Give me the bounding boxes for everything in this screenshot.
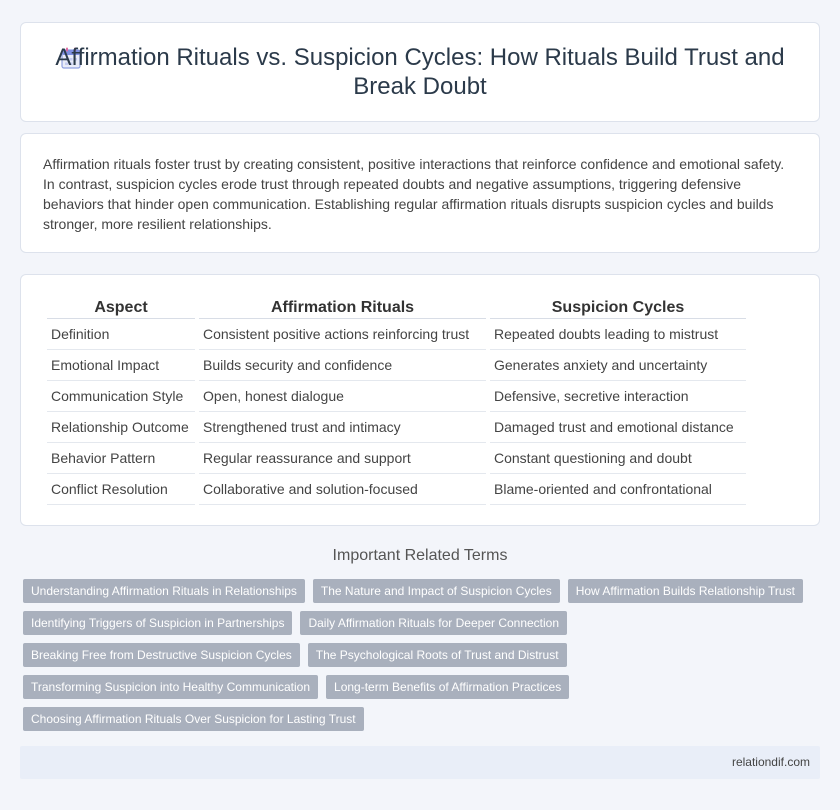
tag-row	[23, 611, 823, 635]
comparison-table	[43, 297, 750, 505]
table-row	[47, 412, 746, 443]
column-header-aspect: Aspect	[47, 297, 195, 319]
comparison-table-card	[20, 274, 820, 526]
table-row	[47, 443, 746, 474]
table-cell: Regular reassurance and support	[199, 443, 486, 474]
table-cell: Behavior Pattern	[47, 443, 195, 474]
table-cell: Relationship Outcome	[47, 412, 195, 443]
tag-row	[23, 579, 823, 603]
tag-row	[23, 707, 823, 731]
table-cell: Consistent positive actions reinforcing trust	[199, 319, 486, 350]
table-cell: Definition	[47, 319, 195, 350]
table-cell: Damaged trust and emotional distance	[490, 412, 746, 443]
table-cell: Constant questioning and doubt	[490, 443, 746, 474]
tag-row	[23, 675, 823, 699]
related-terms-list	[23, 579, 823, 739]
table-cell: Blame-oriented and confrontational	[490, 474, 746, 505]
column-header-affirmation: Affirmation Rituals	[199, 297, 486, 319]
page-title: Affirmation Rituals vs. Suspicion Cycles: How Rituals Build Trust and Break Doubt	[55, 44, 785, 100]
related-term-tag[interactable]: How Affirmation Builds Relationship Trust	[568, 579, 803, 603]
related-terms-title: Important Related Terms	[332, 547, 508, 564]
table-row	[47, 474, 746, 505]
table-row	[47, 319, 746, 350]
table-row	[47, 350, 746, 381]
table-cell: Defensive, secretive interaction	[490, 381, 746, 412]
related-term-tag[interactable]: Transforming Suspicion into Healthy Communication	[23, 675, 318, 699]
related-term-tag[interactable]: Long-term Benefits of Affirmation Practices	[326, 675, 569, 699]
related-term-tag[interactable]: The Nature and Impact of Suspicion Cycles	[313, 579, 560, 603]
related-term-tag[interactable]: Daily Affirmation Rituals for Deeper Connection	[300, 611, 567, 635]
table-header-row	[47, 297, 746, 319]
summary-text: Affirmation rituals foster trust by creating consistent, positive interactions that reinforce confidence and emotional safety. In contrast, suspicion cycles erode trust through repeated doubts and negative assumptions, triggering defensive behaviors that hinder open communication. Establishing regular affirmation rituals disrupts suspicion cycles and builds stronger, more resilient relationships.	[43, 156, 785, 232]
summary-card	[20, 133, 820, 253]
footer	[20, 746, 820, 779]
footer-site-link[interactable]: relationdif.com	[731, 755, 810, 769]
related-term-tag[interactable]: Choosing Affirmation Rituals Over Suspicion for Lasting Trust	[23, 707, 364, 731]
table-cell: Strengthened trust and intimacy	[199, 412, 486, 443]
table-cell: Open, honest dialogue	[199, 381, 486, 412]
related-term-tag[interactable]: Understanding Affirmation Rituals in Relationships	[23, 579, 305, 603]
related-term-tag[interactable]: Identifying Triggers of Suspicion in Partnerships	[23, 611, 292, 635]
table-cell: Generates anxiety and uncertainty	[490, 350, 746, 381]
table-cell: Repeated doubts leading to mistrust	[490, 319, 746, 350]
related-term-tag[interactable]: Breaking Free from Destructive Suspicion Cycles	[23, 643, 300, 667]
table-cell: Conflict Resolution	[47, 474, 195, 505]
table-cell: Collaborative and solution-focused	[199, 474, 486, 505]
related-term-tag[interactable]: The Psychological Roots of Trust and Distrust	[308, 643, 567, 667]
column-header-suspicion: Suspicion Cycles	[490, 297, 746, 319]
table-cell: Emotional Impact	[47, 350, 195, 381]
header-card	[20, 22, 820, 122]
table-cell: Communication Style	[47, 381, 195, 412]
tag-row	[23, 643, 823, 667]
table-cell: Builds security and confidence	[199, 350, 486, 381]
table-row	[47, 381, 746, 412]
